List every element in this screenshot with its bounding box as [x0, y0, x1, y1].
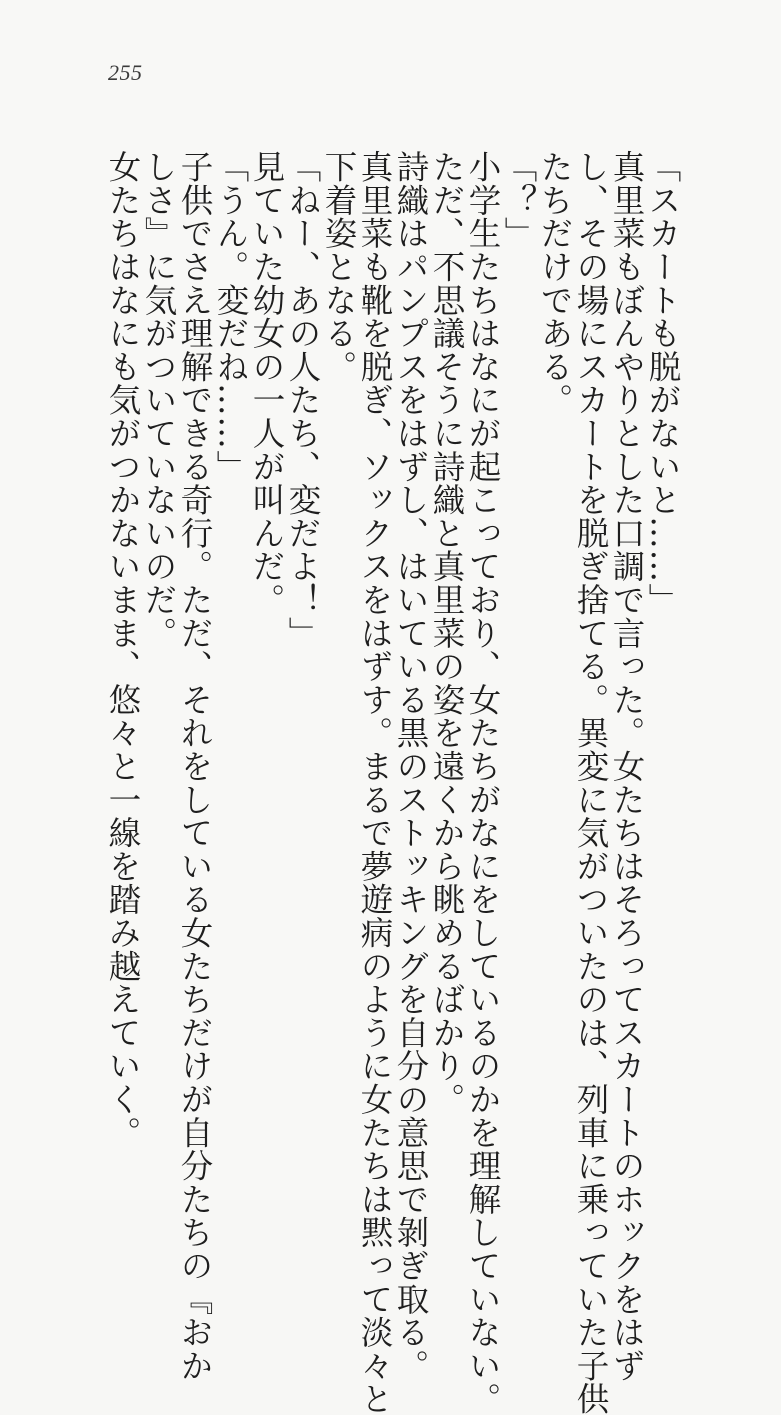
- text-line: しさ』に気がついていないのだ。: [140, 150, 178, 650]
- text-line: 子供でさえ理解できる奇行。ただ、それをしている女たちだけが自分たちの『おか: [176, 150, 214, 1383]
- text-line: 小学生たちはなにが起こっており、女たちがなにをしているのかを理解していない。: [464, 150, 502, 1415]
- text-line: 「スカートも脱がないと……」: [644, 150, 682, 617]
- body-text: [104, 150, 682, 1415]
- text-line: たちだけである。: [536, 150, 574, 417]
- text-line: 見ていた幼女の一人が叫んだ。: [248, 150, 286, 617]
- text-line: 下着姿となる。: [320, 150, 358, 384]
- page-number: 255: [108, 60, 143, 85]
- text-line: 詩織はパンプスをはずし、はいている黒のストッキングを自分の意思で剝ぎ取る。: [392, 150, 430, 1383]
- text-line: し、その場にスカートを脱ぎ捨てる。異変に気がついたのは、列車に乗っていた子供: [572, 150, 610, 1415]
- text-line: 真里菜もぼんやりとした口調で言った。女たちはそろってスカートのホックをはず: [608, 150, 646, 1383]
- text-line: 真里菜も靴を脱ぎ、ソックスをはずす。まるで夢遊病のように女たちは黙って淡々と: [356, 150, 394, 1415]
- text-line: 「ねー、あの人たち、変だよ！」: [284, 150, 322, 650]
- text-line: 女たちはなにも気がつかないまま、悠々と一線を踏み越えていく。: [104, 150, 142, 1149]
- text-line: ただ、不思議そうに詩織と真里菜の姿を遠くから眺めるばかり。: [428, 150, 466, 1116]
- text-line: 「？」: [500, 150, 538, 250]
- text-line: 「うん。変だね……」: [212, 150, 250, 483]
